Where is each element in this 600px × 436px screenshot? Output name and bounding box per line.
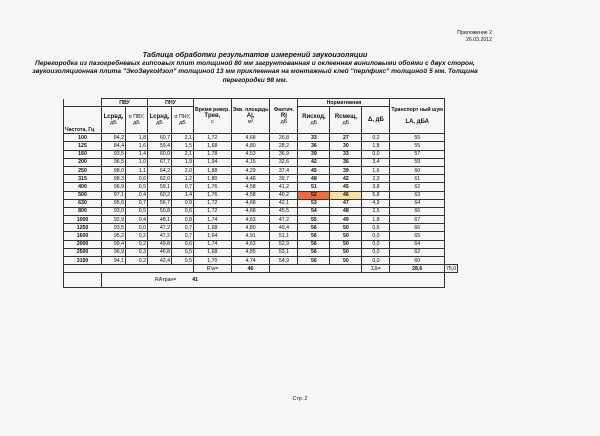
r-actual-cell: 40,2 — [270, 191, 298, 199]
rev-time-cell: 1,72 — [194, 199, 232, 207]
eq-area-cell: 4,58 — [231, 183, 270, 191]
r-shift-cell: 50 — [330, 232, 362, 240]
delta-cell: 0,0 — [362, 150, 390, 158]
delta-cell: 5,8 — [362, 191, 390, 199]
eq-area-cell: 4,80 — [231, 142, 270, 150]
header-freq: Частота, Гц — [64, 107, 102, 134]
lcp-pnu-cell: 46,8 — [148, 248, 172, 256]
eq-area-cell: 4,80 — [231, 224, 270, 232]
r-shift-cell: 33 — [330, 150, 362, 158]
eq-area-cell: 4,91 — [231, 232, 270, 240]
totals-empty — [64, 265, 194, 273]
rev-time-cell: 1,74 — [194, 216, 232, 224]
table-row — [64, 175, 458, 183]
r-shift-cell: 46 — [330, 191, 362, 199]
a-eq-unit: м² — [247, 119, 254, 126]
freq-cell: 315 — [64, 175, 102, 183]
lcp-pvu-cell: 96,5 — [102, 158, 126, 166]
delta-cell: 0,6 — [362, 224, 390, 232]
rev-time-cell: 1,78 — [194, 150, 232, 158]
header-delta: Δ, дБ — [362, 107, 390, 134]
r-shift-cell: 39 — [330, 166, 362, 174]
r-shift-cell: 36 — [330, 158, 362, 166]
la-cell: 57 — [390, 150, 445, 158]
freq-cell: 3150 — [64, 257, 102, 265]
delta-cell: 0,2 — [362, 134, 390, 142]
table-row — [64, 224, 458, 232]
sigma-pvu-cell: 0,2 — [126, 232, 148, 240]
r-ref-cell: 56 — [298, 248, 330, 256]
eq-area-cell: 4,48 — [231, 175, 270, 183]
page-number: Стр. 2 — [292, 396, 308, 402]
r-shift-label: Rсмещ, — [334, 114, 358, 121]
lcp-pnu-unit: дБ — [156, 120, 163, 127]
freq-cell: 1600 — [64, 232, 102, 240]
r-shift-cell: 49 — [330, 216, 362, 224]
lcp-pnu-label: Lcpнд, — [149, 114, 170, 121]
group-header-row — [64, 99, 458, 107]
sigma-pvu-unit: дБ — [133, 120, 140, 127]
rev-time-cell: 1,94 — [194, 158, 232, 166]
la-cell: 60 — [390, 257, 445, 265]
rw-label: R'w= — [194, 265, 232, 273]
r-ref-cell: 52 — [298, 191, 330, 199]
r-actual-cell: 39,7 — [270, 175, 298, 183]
lcp-pnu-cell: 50,8 — [148, 207, 172, 215]
table-row — [64, 191, 458, 199]
la-cell: 63 — [390, 191, 445, 199]
la-cell: 62 — [390, 248, 445, 256]
la-cell: 65 — [390, 232, 445, 240]
table-description: Перегородка из пазогребневых гипсовых плит толщиной 80 мм загрунтованная и оклеенная виниловыми обоями с двух сторон, звукоизоляционная плита "ЭкоЗвукоИзол" толщиной 13 мм приклеенная на монтажный клей "перлфикс" толщиной 5 мм. Толщина перегородки 98 мм. — [32, 60, 478, 84]
r-ref-cell: 54 — [298, 207, 330, 215]
r-shift-cell: 50 — [330, 224, 362, 232]
rev-time-cell: 1,68 — [194, 224, 232, 232]
sigma-pvu-label: σ ПВУ, — [128, 114, 145, 121]
header-lcp-pvu — [102, 107, 126, 134]
sigma-pnu-cell: 1,4 — [172, 191, 194, 199]
lcp-pnu-cell: 47,2 — [148, 232, 172, 240]
lcp-pvu-cell: 84,2 — [102, 134, 126, 142]
header-transport — [390, 99, 445, 134]
lcp-pvu-cell: 96,9 — [102, 183, 126, 191]
delta-cell: 0,0 — [362, 232, 390, 240]
r-ref-unit: дБ — [310, 120, 318, 127]
r-actual-cell: 52,9 — [270, 240, 298, 248]
sigma-pvu-cell: 0,2 — [126, 257, 148, 265]
rev-time-cell: 1,76 — [194, 191, 232, 199]
freq-cell: 160 — [64, 150, 102, 158]
delta-cell: 1,6 — [362, 166, 390, 174]
lcp-pnu-cell: 59,4 — [148, 142, 172, 150]
r-actual-cell: 54,9 — [270, 257, 298, 265]
r-ref-cell: 33 — [298, 134, 330, 142]
sigma-pnu-cell: 0,7 — [172, 183, 194, 191]
lcp-pnu-cell: 60,7 — [148, 134, 172, 142]
lcp-pvu-cell: 92,9 — [102, 216, 126, 224]
ra-label: RAтран= — [155, 277, 177, 284]
delta-cell: 0,0 — [362, 240, 390, 248]
r-actual-cell: 32,6 — [270, 158, 298, 166]
lcp-pvu-cell: 95,2 — [102, 232, 126, 240]
table-row — [64, 166, 458, 174]
appendix-label: Приложение 2 — [457, 30, 492, 36]
lcp-pvu-unit: дБ — [110, 120, 117, 127]
r-ref-cell: 56 — [298, 257, 330, 265]
r-ref-cell: 51 — [298, 183, 330, 191]
freq-cell: 500 — [64, 191, 102, 199]
lcp-pnu-cell: 59,1 — [148, 183, 172, 191]
r-ref-cell: 48 — [298, 175, 330, 183]
sigma-pvu-cell: 0,4 — [126, 216, 148, 224]
r-ref-cell: 56 — [298, 232, 330, 240]
sigma-pvu-cell: 0,6 — [126, 175, 148, 183]
r-actual-cell: 37,4 — [270, 166, 298, 174]
sigma-pnu-cell: 0,9 — [172, 199, 194, 207]
ra-empty — [64, 273, 102, 288]
group-normative: Нормативная — [298, 99, 390, 107]
r-shift-cell: 48 — [330, 207, 362, 215]
rev-time-cell: 1,68 — [194, 142, 232, 150]
sigma-pnu-cell: 2,0 — [172, 166, 194, 174]
delta-cell: 0,0 — [362, 248, 390, 256]
sigma-pnu-cell: 0,6 — [172, 240, 194, 248]
eq-area-cell: 4,68 — [231, 134, 270, 142]
rev-time-cell: 1,72 — [194, 207, 232, 215]
r-ref-cell: 53 — [298, 199, 330, 207]
lcp-pvu-cell: 93,0 — [102, 207, 126, 215]
table-row — [64, 158, 458, 166]
r-actual-cell: 51,1 — [270, 232, 298, 240]
lcp-pvu-cell: 93,5 — [102, 150, 126, 158]
rev-time-cell: 1,88 — [194, 166, 232, 174]
rw-value: 46 — [231, 265, 270, 273]
appendix-header — [457, 30, 492, 43]
la-cell: 66 — [390, 224, 445, 232]
lcp-pnu-cell: 67,7 — [148, 158, 172, 166]
la-label: LA, дБА — [405, 119, 429, 126]
freq-cell: 630 — [64, 199, 102, 207]
r-actual-cell: 45,5 — [270, 207, 298, 215]
totals-gap — [270, 265, 362, 273]
sigma-pnu-cell: 2,1 — [172, 150, 194, 158]
eq-area-cell: 4,29 — [231, 166, 270, 174]
header-eq-area — [231, 99, 270, 134]
sigma-pnu-cell: 0,5 — [172, 257, 194, 265]
lcp-pvu-cell: 99,4 — [102, 240, 126, 248]
freq-cell: 1250 — [64, 224, 102, 232]
eq-area-cell: 4,15 — [231, 158, 270, 166]
sigma-pnu-cell: 0,5 — [172, 248, 194, 256]
freq-cell: 800 — [64, 207, 102, 215]
sigma-pnu-cell: 1,5 — [172, 142, 194, 150]
sigma-pnu-cell: 0,8 — [172, 216, 194, 224]
sigma-pvu-cell: 0,7 — [126, 199, 148, 207]
eq-area-cell: 4,85 — [231, 248, 270, 256]
rev-time-label: Время ревер. — [195, 107, 230, 114]
eq-area-cell: 4,63 — [231, 216, 270, 224]
eq-area-cell: 4,63 — [231, 240, 270, 248]
transport-label: Транспорт ный шум — [391, 107, 444, 114]
lcp-pnu-cell: 60,0 — [148, 150, 172, 158]
freq-cell: 400 — [64, 183, 102, 191]
rev-time-cell: 1,70 — [194, 257, 232, 265]
rev-time-cell: 1,74 — [194, 240, 232, 248]
lcp-pnu-cell: 49,8 — [148, 240, 172, 248]
r-actual-cell: 53,1 — [270, 248, 298, 256]
eq-area-cell: 4,68 — [231, 199, 270, 207]
sigma-pvu-cell: 0,0 — [126, 224, 148, 232]
header-sigma-pvu — [126, 107, 148, 134]
sigma-pnu-cell: 2,1 — [172, 134, 194, 142]
lcp-pnu-cell: 47,2 — [148, 224, 172, 232]
group-pvu: ПВУ — [102, 99, 148, 107]
eq-area-cell: 4,74 — [231, 257, 270, 265]
r-actual-cell: 28,2 — [270, 142, 298, 150]
lcp-pnu-cell: 42,4 — [148, 257, 172, 265]
t-rev-unit: с — [211, 119, 214, 126]
table-row — [64, 134, 458, 142]
r-act-label: Rj — [280, 113, 287, 120]
lcp-pnu-cell: 64,2 — [148, 166, 172, 174]
totals-row — [64, 265, 458, 273]
rev-time-cell: 1,64 — [194, 232, 232, 240]
r-act-unit: дБ — [280, 119, 288, 126]
lcp-pvu-label: Lcpвд, — [103, 114, 124, 121]
la-cell: 59 — [390, 158, 445, 166]
lcp-pvu-cell: 95,6 — [102, 199, 126, 207]
lcp-pvu-cell: 93,5 — [102, 224, 126, 232]
table-row — [64, 183, 458, 191]
sigma-pvu-cell: 1,0 — [126, 158, 148, 166]
ra-cell — [102, 273, 445, 288]
r-ref-cell: 42 — [298, 158, 330, 166]
actual-label: Фактич. — [273, 107, 294, 114]
freq-cell: 200 — [64, 158, 102, 166]
header-actual — [270, 99, 298, 134]
r-actual-cell: 26,8 — [270, 134, 298, 142]
rev-time-cell: 1,80 — [194, 175, 232, 183]
la-cell: 60 — [390, 166, 445, 174]
sigma-pnu-cell: 1,2 — [172, 175, 194, 183]
table-title: Таблица обработки результатов измерений звукоизоляции — [142, 50, 368, 59]
sigma-pvu-cell: 0,5 — [126, 183, 148, 191]
delta-cell: 3,8 — [362, 183, 390, 191]
sigma-pvu-cell: 1,6 — [126, 142, 148, 150]
r-shift-cell: 47 — [330, 199, 362, 207]
delta-cell: 4,9 — [362, 199, 390, 207]
r-shift-cell: 27 — [330, 134, 362, 142]
sigma-pvu-cell: 1,1 — [126, 166, 148, 174]
r-ref-cell: 39 — [298, 150, 330, 158]
eq-area-cell: 4,58 — [231, 191, 270, 199]
lcp-pvu-cell: 96,9 — [102, 248, 126, 256]
r-shift-cell: 42 — [330, 175, 362, 183]
r-shift-unit: дБ — [342, 120, 350, 127]
r-shift-cell: 50 — [330, 240, 362, 248]
r-ref-cell: 56 — [298, 224, 330, 232]
delta-cell: 1,8 — [362, 216, 390, 224]
a-eq-label: Aj, — [246, 113, 255, 120]
rev-time-cell: 1,72 — [194, 134, 232, 142]
r-ref-label: Rисход, — [302, 114, 326, 121]
sigma-pnu-cell: 0,6 — [172, 207, 194, 215]
delta-cell: 2,5 — [362, 207, 390, 215]
lcp-pvu-cell: 84,4 — [102, 142, 126, 150]
la-cell: 55 — [390, 134, 445, 142]
lcp-pvu-cell: 97,1 — [102, 191, 126, 199]
lcp-pnu-cell: 62,0 — [148, 175, 172, 183]
r-actual-cell: 41,2 — [270, 183, 298, 191]
table-row — [64, 257, 458, 265]
table-row — [64, 232, 458, 240]
sigma-pnu-cell: 0,7 — [172, 232, 194, 240]
table-row — [64, 199, 458, 207]
r-ref-cell: 36 — [298, 142, 330, 150]
r-ref-cell: 56 — [298, 240, 330, 248]
sigma-pnu-cell: 1,9 — [172, 158, 194, 166]
lcp-pvu-cell: 98,3 — [102, 175, 126, 183]
delta-cell: 1,8 — [362, 142, 390, 150]
r-shift-cell: 50 — [330, 248, 362, 256]
la-cell: 67 — [390, 216, 445, 224]
delta-cell: 0,0 — [362, 257, 390, 265]
sigma-pnu-cell: 0,7 — [172, 224, 194, 232]
table-row — [64, 216, 458, 224]
sum-delta-value: 28,6 — [390, 265, 445, 273]
delta-cell: 2,3 — [362, 175, 390, 183]
group-pnu: ПНУ — [148, 99, 194, 107]
sigma-pvu-cell: 0,3 — [126, 248, 148, 256]
rev-time-cell: 1,68 — [194, 248, 232, 256]
r-shift-cell: 50 — [330, 257, 362, 265]
ra-value: 41 — [192, 277, 199, 284]
eq-area-cell: 4,68 — [231, 207, 270, 215]
freq-cell: 100 — [64, 134, 102, 142]
table-row — [64, 248, 458, 256]
lcp-pvu-cell: 98,0 — [102, 166, 126, 174]
la-cell: 64 — [390, 199, 445, 207]
sigma-pnu-unit: дБ — [179, 120, 186, 127]
eq-area-label: Экв. площадь — [232, 107, 269, 114]
sigma-pvu-cell: 1,4 — [126, 150, 148, 158]
results-table — [63, 98, 458, 288]
sigma-pvu-cell: 0,5 — [126, 207, 148, 215]
lcp-pnu-cell: 56,7 — [148, 199, 172, 207]
r-shift-cell: 45 — [330, 183, 362, 191]
la-cell: 66 — [390, 207, 445, 215]
freq-cell: 2000 — [64, 240, 102, 248]
sigma-pvu-cell: 0,2 — [126, 240, 148, 248]
header-sigma-pnu — [172, 107, 194, 134]
la-cell: 55 — [390, 142, 445, 150]
r-actual-cell: 47,2 — [270, 216, 298, 224]
rev-time-cell: 1,76 — [194, 183, 232, 191]
r-ref-cell: 55 — [298, 216, 330, 224]
ra-row — [64, 273, 458, 288]
r-actual-cell: 49,4 — [270, 224, 298, 232]
freq-cell: 125 — [64, 142, 102, 150]
t-rev-label: Tрев, — [204, 113, 221, 120]
appendix-date: 26.03.2012 — [466, 36, 492, 43]
sigma-pvu-cell: 1,8 — [126, 134, 148, 142]
header-rev-time — [194, 99, 232, 134]
r-ref-cell: 45 — [298, 166, 330, 174]
r-actual-cell: 42,1 — [270, 199, 298, 207]
la-cell: 64 — [390, 240, 445, 248]
header-lcp-pnu — [148, 107, 172, 134]
eq-area-cell: 4,53 — [231, 150, 270, 158]
freq-cell: 1000 — [64, 216, 102, 224]
la-cell: 61 — [390, 175, 445, 183]
sigma-pvu-cell: 0,4 — [126, 191, 148, 199]
table-row — [64, 150, 458, 158]
freq-cell: 2500 — [64, 248, 102, 256]
table-row — [64, 207, 458, 215]
r-shift-cell: 30 — [330, 142, 362, 150]
header-r-shift — [330, 107, 362, 134]
table-row — [64, 240, 458, 248]
la-cell: 62 — [390, 183, 445, 191]
lcp-pvu-cell: 94,1 — [102, 257, 126, 265]
freq-cell: 250 — [64, 166, 102, 174]
table-row — [64, 142, 458, 150]
sigma-pnu-label: σ ПНУ, — [174, 114, 191, 121]
lcp-pnu-cell: 60,2 — [148, 191, 172, 199]
lcp-pnu-cell: 48,1 — [148, 216, 172, 224]
header-r-ref — [298, 107, 330, 134]
sum-delta-label: ΣΔ= — [362, 265, 390, 273]
la-total: 75,0 — [446, 265, 457, 272]
document-title — [20, 51, 490, 85]
delta-cell: 3,4 — [362, 158, 390, 166]
r-actual-cell: 36,9 — [270, 150, 298, 158]
